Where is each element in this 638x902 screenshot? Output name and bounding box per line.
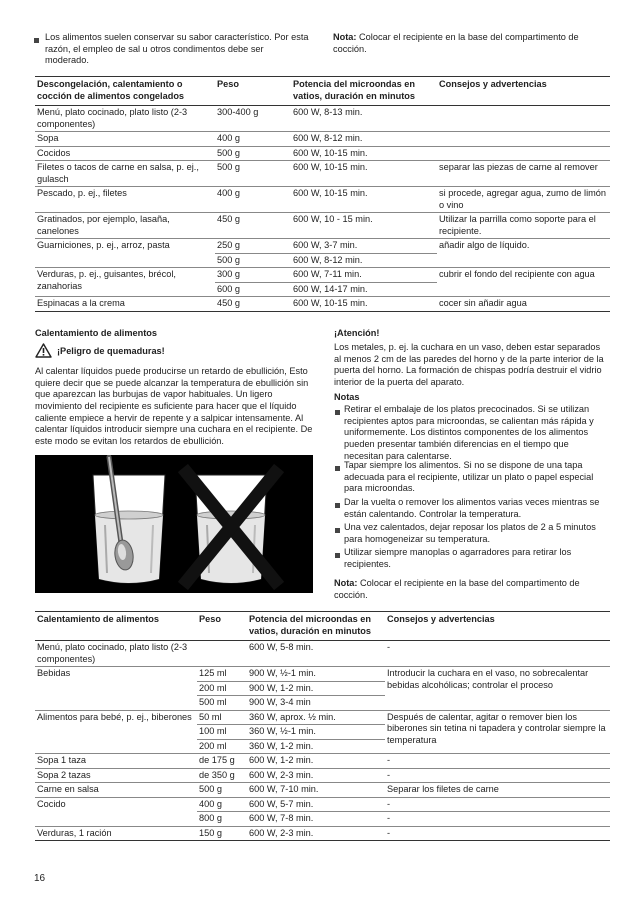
- table-cell: Gratinados, por ejemplo, lasaña, canelones: [35, 213, 215, 239]
- section-title: Calentamiento de alimentos: [35, 328, 158, 338]
- table-cell: Cocido: [35, 797, 197, 826]
- table-cell: de 175 g: [197, 754, 247, 769]
- table-cell: 300 g: [215, 268, 291, 283]
- top-bullet-text: Los alimentos suelen conservar su sabor característico. Por esta razón, el empleo de sal u otros condimentos debe ser moderado.: [45, 32, 309, 66]
- table-cell: Menú, plato cocinado, plato listo (2-3 componentes): [35, 106, 215, 132]
- glass-illustration: [35, 455, 313, 593]
- table-defrost: [35, 76, 610, 312]
- table-cell: Filetes o tacos de carne en salsa, p. ej., gulasch: [35, 161, 215, 187]
- table-row: [35, 768, 610, 783]
- table-cell: 500 g: [197, 783, 247, 798]
- table-cell: 200 ml: [197, 681, 247, 696]
- table-cell: Separar los filetes de carne: [385, 783, 610, 798]
- table-cell: 600 W, 7-8 min.: [247, 812, 385, 827]
- table-cell: -: [385, 797, 610, 812]
- note-item: Tapar siempre los alimentos. Si no se dispone de una tapa adecuada para el recipiente, utilizar un plato o papel especial para microondas.: [344, 460, 594, 494]
- note-item: Utilizar siempre manoplas o agarradores para retirar los recipientes.: [344, 547, 572, 569]
- note-item: Una vez calentados, dejar reposar los platos de 2 a 5 minutos para homogeneizar su temperatura.: [344, 522, 596, 544]
- table-header: Descongelación, calentamiento o cocción de alimentos congelados: [35, 77, 215, 106]
- table-cell: 600 W, 10-15 min.: [291, 297, 437, 312]
- table-cell: 600 W, 14-17 min.: [291, 282, 437, 297]
- table-header: Potencia del microondas en vatios, duración en minutos: [291, 77, 437, 106]
- table-cell: [437, 106, 610, 132]
- table-cell: separar las piezas de carne al remover: [437, 161, 610, 187]
- warning-title: ¡Peligro de quemaduras!: [57, 346, 165, 356]
- table-cell: si procede, agregar agua, zumo de limón o vino: [437, 187, 610, 213]
- table-cell: 900 W, 3-4 min: [247, 696, 385, 711]
- table-cell: [437, 132, 610, 147]
- table-header: Consejos y advertencias: [437, 77, 610, 106]
- table-cell: Introducir la cuchara en el vaso, no sobrecalentar bebidas alcohólicas; controlar el proceso: [385, 667, 610, 711]
- table-header: Peso: [215, 77, 291, 106]
- table-row: [35, 797, 610, 812]
- page-number: 16: [34, 873, 46, 884]
- table-row: [35, 239, 610, 254]
- table-row: [35, 826, 610, 841]
- bullet-icon: [335, 528, 340, 533]
- warning-text: Al calentar líquidos puede producirse un retardo de ebullición, Esto quiere decir que se puede alcanzar la temperatura de ebullición sin que aparezcan las burbujas de vapor habituales. Un ligero movimiento del recipiente es suficiente para hacer que el líquido caliente empiece a hervir de repente y a salpicar intensamente. Al calentar líquidos introducir siempre una cuchara en el recipiente. De este modo se evitan los retardos de ebullición.: [35, 366, 313, 447]
- top-nota: [333, 32, 608, 55]
- table-cell: 900 W, 1-2 min.: [247, 681, 385, 696]
- table-cell: Después de calentar, agitar o remover bien los biberones sin tetina ni tapadera y controlar siempre la temperatura: [385, 710, 610, 754]
- table-cell: 600 W, 7-11 min.: [291, 268, 437, 283]
- table-row: [35, 783, 610, 798]
- table-cell: 100 ml: [197, 725, 247, 740]
- note-item: Retirar el embalaje de los platos precocinados. Si se utilizan recipientes aptos para microondas, se calientan más rápida y uniformemente. Los distintos componentes de los alimentos pueden presentar también diferencias en el tiempo que necesitan para calentarse.: [344, 404, 594, 461]
- table-row: [35, 268, 610, 283]
- warning-triangle-icon: [35, 343, 52, 362]
- table-cell: 600 W, 8-12 min.: [291, 132, 437, 147]
- table-cell: Guarniciones, p. ej., arroz, pasta: [35, 239, 215, 268]
- table-row: [35, 667, 610, 682]
- table-cell: añadir algo de líquido.: [437, 239, 610, 268]
- atencion-text: Los metales, p. ej. la cuchara en un vaso, deben estar separados al menos 2 cm de las paredes del horno y de la parte interior de la puerta del horno. La formación de chispas podría destruir el vidrio interior de la puerta del aparato.: [334, 342, 604, 388]
- warning-heading: [35, 343, 315, 361]
- table-row: [35, 213, 610, 239]
- table-cell: 360 W, aprox. ½ min.: [247, 710, 385, 725]
- table-row: [35, 106, 610, 132]
- table-row: [35, 710, 610, 725]
- table-cell: [437, 146, 610, 161]
- table-cell: Sopa 2 tazas: [35, 768, 197, 783]
- table-cell: Verduras, p. ej., guisantes, brécol, zanahorias: [35, 268, 215, 297]
- table-cell: 600 W, 10 - 15 min.: [291, 213, 437, 239]
- table-cell: Utilizar la parrilla como soporte para el recipiente.: [437, 213, 610, 239]
- table-cell: 300-400 g: [215, 106, 291, 132]
- table-cell: 400 g: [215, 187, 291, 213]
- table-cell: 250 g: [215, 239, 291, 254]
- table-cell: 600 W, 1-2 min.: [247, 754, 385, 769]
- table-cell: -: [385, 826, 610, 841]
- table-row: [35, 297, 610, 312]
- table-cell: Bebidas: [35, 667, 197, 711]
- table-cell: cubrir el fondo del recipiente con agua: [437, 268, 610, 297]
- table-cell: 600 W, 8-13 min.: [291, 106, 437, 132]
- table-cell: 500 g: [215, 161, 291, 187]
- table-row: [35, 187, 610, 213]
- table-cell: 360 W, 1-2 min.: [247, 739, 385, 754]
- table-cell: cocer sin añadir agua: [437, 297, 610, 312]
- table-row: [35, 146, 610, 161]
- table-cell: 600 W, 2-3 min.: [247, 826, 385, 841]
- table-cell: -: [385, 754, 610, 769]
- table-cell: Espinacas a la crema: [35, 297, 215, 312]
- table-cell: 600 W, 10-15 min.: [291, 146, 437, 161]
- table-cell: Carne en salsa: [35, 783, 197, 798]
- table-cell: 500 ml: [197, 696, 247, 711]
- table-cell: 400 g: [197, 797, 247, 812]
- table-cell: [197, 641, 247, 667]
- table-cell: 600 W, 8-12 min.: [291, 253, 437, 268]
- table-header-row: [35, 77, 610, 106]
- table-cell: 600 g: [215, 282, 291, 297]
- table-cell: 900 W, ½-1 min.: [247, 667, 385, 682]
- table-header: Potencia del microondas en vatios, duración en minutos: [247, 612, 385, 641]
- table-row: [35, 132, 610, 147]
- table-cell: Pescado, p. ej., filetes: [35, 187, 215, 213]
- table-cell: 600 W, 3-7 min.: [291, 239, 437, 254]
- notas-title: Notas: [334, 392, 360, 402]
- table-header: Calentamiento de alimentos: [35, 612, 197, 641]
- table-cell: 500 g: [215, 146, 291, 161]
- table-header: Consejos y advertencias: [385, 612, 610, 641]
- table-row: [35, 641, 610, 667]
- bullet-icon: [335, 503, 340, 508]
- atencion-title: ¡Atención!: [334, 328, 380, 338]
- table-cell: 360 W, ½-1 min.: [247, 725, 385, 740]
- top-nota-text: Colocar el recipiente en la base del compartimento de cocción.: [333, 32, 579, 54]
- table-cell: 500 g: [215, 253, 291, 268]
- table-cell: Menú, plato cocinado, plato listo (2-3 componentes): [35, 641, 197, 667]
- table-row: [35, 754, 610, 769]
- note-item: Dar la vuelta o remover los alimentos varias veces mientras se están calentando. Controlar la temperatura.: [344, 497, 600, 519]
- bullet-icon: [335, 410, 340, 415]
- table-header: Peso: [197, 612, 247, 641]
- table-cell: 200 ml: [197, 739, 247, 754]
- bullet-icon: [335, 553, 340, 558]
- table-row: [35, 161, 610, 187]
- table-cell: de 350 g: [197, 768, 247, 783]
- table-cell: 600 W, 5-7 min.: [247, 797, 385, 812]
- table-cell: 600 W, 10-15 min.: [291, 161, 437, 187]
- table-cell: -: [385, 768, 610, 783]
- table-cell: 125 ml: [197, 667, 247, 682]
- table-cell: 600 W, 2-3 min.: [247, 768, 385, 783]
- table-cell: -: [385, 812, 610, 827]
- right-nota: [334, 578, 608, 601]
- table-cell: 450 g: [215, 213, 291, 239]
- table-cell: Sopa: [35, 132, 215, 147]
- table-cell: 450 g: [215, 297, 291, 312]
- table-cell: Cocidos: [35, 146, 215, 161]
- table-cell: 600 W, 10-15 min.: [291, 187, 437, 213]
- bullet-icon: [34, 38, 39, 43]
- table-cell: 50 ml: [197, 710, 247, 725]
- table-header-row: [35, 612, 610, 641]
- top-nota-label: Nota:: [333, 32, 357, 42]
- table-cell: 800 g: [197, 812, 247, 827]
- table-cell: Verduras, 1 ración: [35, 826, 197, 841]
- right-nota-text: Colocar el recipiente en la base del compartimento de cocción.: [334, 578, 580, 600]
- table-cell: 600 W, 5-8 min.: [247, 641, 385, 667]
- right-nota-label: Nota:: [334, 578, 358, 588]
- table-heating: [35, 611, 610, 841]
- table-cell: 150 g: [197, 826, 247, 841]
- table-cell: Sopa 1 taza: [35, 754, 197, 769]
- table-cell: 400 g: [215, 132, 291, 147]
- table-cell: -: [385, 641, 610, 667]
- table-cell: Alimentos para bebé, p. ej., biberones: [35, 710, 197, 754]
- bullet-icon: [335, 466, 340, 471]
- table-cell: 600 W, 7-10 min.: [247, 783, 385, 798]
